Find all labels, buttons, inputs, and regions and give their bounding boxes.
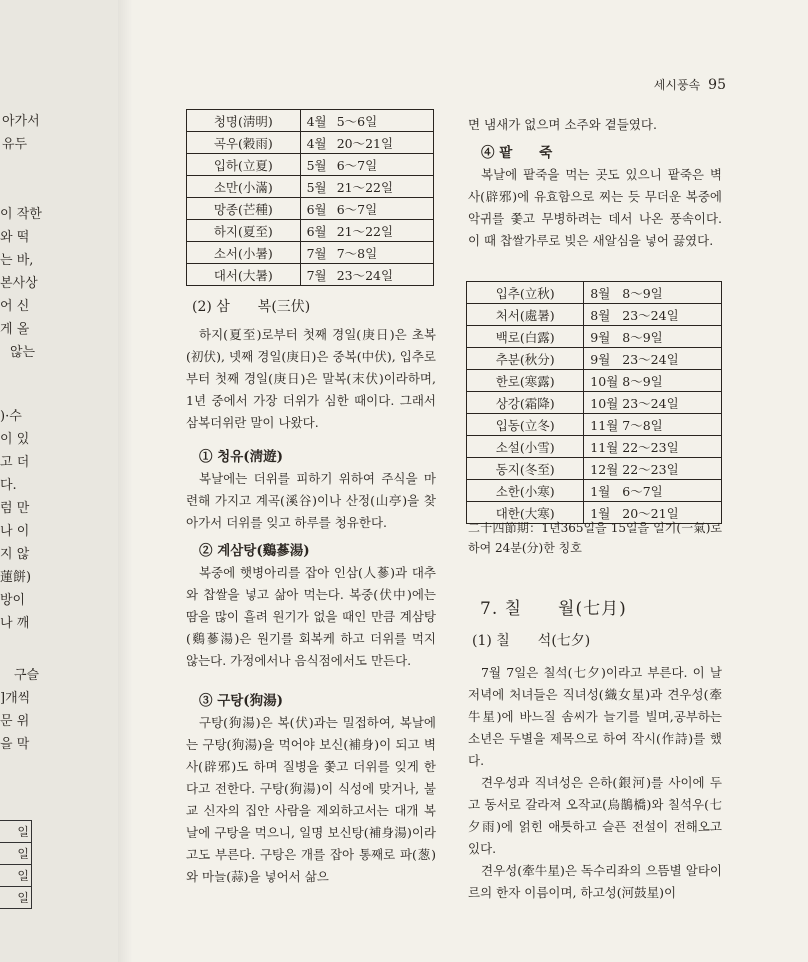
footnote-24-solar-terms: 二十四節期：1년365일을 15일을 일기(一氣)로 하여 24분(分)한 칭호 <box>468 521 722 555</box>
left-page-line: 나 이 <box>0 524 30 539</box>
table-row <box>187 220 434 242</box>
left-page-line: 와 떡 <box>0 230 30 245</box>
table-cell-name: 입동(立冬) <box>467 414 584 436</box>
table-cell-month: 10월 <box>584 370 620 392</box>
table-cell-name: 소한(小寒) <box>467 480 584 502</box>
table-row <box>187 264 434 286</box>
table-row <box>467 326 722 348</box>
table-cell-month: 9월 <box>584 348 620 370</box>
table-cell-days: 6～7일 <box>335 198 434 220</box>
table-cell-days: 7～8일 <box>620 414 721 436</box>
paragraph-sambok: 하지(夏至)로부터 첫째 경일(庚日)은 초복(初伏), 넷째 경일(庚日)은 중복(中伏), 입추로부터 첫째 경일(庚日)은 말복(末伏)이라하며, 1년 중에서 가장 더위가 심한 때이다. 그래서 삼복더위란 말이 나왔다. <box>186 327 436 430</box>
table-cell-name: 소만(小滿) <box>187 176 301 198</box>
table-cell-days: 23～24일 <box>335 264 434 286</box>
table-cell-name: 동지(冬至) <box>467 458 584 480</box>
table-cell-month: 1월 <box>584 502 620 524</box>
left-page-line: 을 막 <box>0 737 30 752</box>
table-cell-name: 소설(小雪) <box>467 436 584 458</box>
table-cell-name: 대한(大寒) <box>467 502 584 524</box>
right-column-top <box>468 114 722 252</box>
table-cell-name: 추분(秋分) <box>467 348 584 370</box>
table-cell-days: 8～9일 <box>620 282 721 304</box>
table-cell-days: 6～7일 <box>620 480 721 502</box>
section-heading-chilseok: (1) 칠 석(七夕) <box>472 633 591 649</box>
header-title: 세시풍속 <box>653 78 701 92</box>
table-cell-days: 21～22일 <box>335 220 434 242</box>
left-page-line: 蓮餅) <box>0 570 32 585</box>
paragraph-chilseok-2: 견우성과 직녀성은 은하(銀河)를 사이에 두고 동서로 갈라져 오작교(烏鵲橋)와 칠석우(七夕雨)에 얽힌 애틋하고 슬픈 전설이 전해오고 있다. <box>468 775 722 856</box>
table-cell-month: 8월 <box>584 304 620 326</box>
table-row <box>467 348 722 370</box>
table-cell-name: 백로(白露) <box>467 326 584 348</box>
table-cell-month: 7월 <box>300 242 335 264</box>
table-cell-month: 4월 <box>300 132 335 154</box>
table-cell: 일 <box>0 887 32 909</box>
right-column-bottom <box>468 518 722 904</box>
left-page-line: 다. <box>0 478 17 493</box>
table-row <box>467 480 722 502</box>
table-cell-days: 20～21일 <box>620 502 721 524</box>
table-row <box>187 176 434 198</box>
left-page-line: 이 있 <box>0 432 30 447</box>
table-cell-days: 8～9일 <box>620 326 721 348</box>
table-cell-name: 입하(立夏) <box>187 154 301 176</box>
table-cell-month: 5월 <box>300 176 335 198</box>
table-cell-month: 11월 <box>584 414 620 436</box>
table-cell: 일 <box>0 821 32 843</box>
left-page-line: 는 바, <box>0 253 34 268</box>
paragraph-cheongyu: 복날에는 더위를 피하기 위하여 주식을 마련해 가지고 계곡(溪谷)이나 산정(山亭)을 찾아가서 더위를 잊고 하루를 청유한다. <box>186 471 436 530</box>
table-cell-month: 10월 <box>584 392 620 414</box>
left-page-line: 고 더 <box>0 455 30 470</box>
left-page-line: ]개씩 <box>0 691 31 706</box>
table-cell-month: 5월 <box>300 154 335 176</box>
table-cell-days: 6～7일 <box>335 154 434 176</box>
table-row <box>187 154 434 176</box>
table-cell-name: 상강(霜降) <box>467 392 584 414</box>
left-page-line: )·수 <box>0 409 22 424</box>
table-row <box>467 458 722 480</box>
table-cell-month: 7월 <box>300 264 335 286</box>
left-page-line: 유두 <box>2 137 28 152</box>
table-cell-days: 22～23일 <box>620 458 721 480</box>
table-row <box>467 304 722 326</box>
left-page-line: 아가서 <box>2 114 40 129</box>
table-row <box>467 370 722 392</box>
left-page-edge <box>0 0 132 962</box>
table-cell-name: 한로(寒露) <box>467 370 584 392</box>
table-row <box>467 436 722 458</box>
table-row <box>187 132 434 154</box>
table-cell-days: 22～23일 <box>620 436 721 458</box>
table-cell-month: 8월 <box>584 282 620 304</box>
left-page-line: 게 올 <box>0 322 30 337</box>
chapter-heading-july: 7. 칠 월(七月) <box>480 599 627 619</box>
left-page-line: 본사상 <box>0 276 38 291</box>
table-cell-name: 대서(大暑) <box>187 264 301 286</box>
subheading-gutang: ③ 구탕(狗湯) <box>199 693 284 709</box>
left-page-line: 어 신 <box>0 299 30 314</box>
table-cell-name: 망종(芒種) <box>187 198 301 220</box>
table-cell-name: 처서(處暑) <box>467 304 584 326</box>
left-page-line: 방이 <box>0 593 26 608</box>
table-row <box>187 110 434 132</box>
paragraph-paljuk: 복날에 팥죽을 먹는 곳도 있으니 팥죽은 벽사(辟邪)에 유효함으로 찌는 듯 무더운 복중에 악귀를 쫓고 무병하려는 데서 나온 풍속이다. 이 때 찹쌀가루로 빚은 새알심을 넣어 끓였다. <box>468 167 722 248</box>
table-row <box>187 198 434 220</box>
table-cell: 일 <box>0 865 32 887</box>
table-cell-days: 5～6일 <box>335 110 434 132</box>
left-page-line: 이 작한 <box>0 207 42 222</box>
left-page-line: 문 위 <box>0 714 30 729</box>
table-cell-month: 11월 <box>584 436 620 458</box>
paragraph-gyesamtang: 복중에 햇병아리를 잡아 인삼(人蔘)과 대추와 찹쌀을 넣고 삶아 먹는다. 복중(伏中)에는 땀을 많이 흘려 원기가 없을 때인 만큼 계삼탕(鷄蔘湯)은 원기를 회복케 하고 더위를 먹지 않는다. 가정에서나 음식점에서도 만든다. <box>186 565 436 668</box>
table-cell-days: 20～21일 <box>335 132 434 154</box>
solar-terms-table-summer <box>186 109 434 286</box>
subheading-paljuk: ④ 팥 죽 <box>481 145 553 161</box>
left-page-line: 럼 만 <box>0 501 30 516</box>
table-cell-days: 21～22일 <box>335 176 434 198</box>
table-cell-days: 8～9일 <box>620 370 721 392</box>
table-cell-month: 1월 <box>584 480 620 502</box>
left-page-line: 않는 <box>10 345 36 360</box>
table-cell-days: 23～24일 <box>620 348 721 370</box>
table-row <box>467 282 722 304</box>
section-heading-sambok: (2) 삼 복(三伏) <box>192 299 311 315</box>
table-cell-name: 하지(夏至) <box>187 220 301 242</box>
table-cell-month: 4월 <box>300 110 335 132</box>
paragraph-chilseok-3: 견우성(牽牛星)은 독수리좌의 으뜸별 알타이르의 한자 이름이며, 하고성(河鼓星)이 <box>468 863 722 900</box>
table-row <box>467 392 722 414</box>
paragraph-continuation: 면 냄새가 없으며 소주와 곁들였다. <box>468 117 657 132</box>
table-cell-name: 소서(小暑) <box>187 242 301 264</box>
table-cell-month: 6월 <box>300 198 335 220</box>
table-cell-month: 12월 <box>584 458 620 480</box>
table-cell-name: 곡우(穀雨) <box>187 132 301 154</box>
left-page-line: 지 않 <box>0 547 30 562</box>
table-cell-name: 청명(淸明) <box>187 110 301 132</box>
subheading-gyesamtang: ② 계삼탕(鷄蔘湯) <box>199 543 310 559</box>
subheading-cheongyu: ① 청유(淸遊) <box>199 449 284 465</box>
table-row <box>187 242 434 264</box>
paragraph-gutang: 구탕(狗湯)은 복(伏)과는 밀접하여, 복날에는 구탕(狗湯)을 먹어야 보신(補身)이 되고 벽사(辟邪)도 하며 질병을 쫓고 더위를 잊게 한다고 전한다. 구탕(狗湯)이 식성에 맞거나, 불교 신자의 집안 사람을 제외하고서는 대개 복날에 구탕을 먹으니, 일명 보신탕(補身湯)이라고도 부른다. 구탕은 개를 잡아 통째로 파(葱)와 마늘(蒜)을 넣어서 삶으 <box>186 715 436 884</box>
left-page-table-fragment <box>0 820 32 909</box>
left-column <box>186 296 436 888</box>
solar-terms-table-autumn <box>466 281 722 524</box>
table-cell-days: 7～8일 <box>335 242 434 264</box>
table-cell-month: 9월 <box>584 326 620 348</box>
page-number: 95 <box>708 77 726 93</box>
left-page-line: 나 깨 <box>0 616 30 631</box>
table-cell: 일 <box>0 843 32 865</box>
table-cell-name: 입추(立秋) <box>467 282 584 304</box>
table-row <box>467 414 722 436</box>
running-header <box>654 76 726 93</box>
table-cell-month: 6월 <box>300 220 335 242</box>
table-cell-days: 23～24일 <box>620 392 721 414</box>
table-cell-days: 23～24일 <box>620 304 721 326</box>
paragraph-chilseok-1: 7월 7일은 칠석(七夕)이라고 부른다. 이 날 저녁에 처녀들은 직녀성(織女星)과 견우성(牽牛星)에 바느질 솜씨가 늘기를 빌며,공부하는 소년은 두별을 제목으로 하여 작시(作詩)를 했다. <box>468 665 722 768</box>
left-page-line: 구슬 <box>14 668 40 683</box>
